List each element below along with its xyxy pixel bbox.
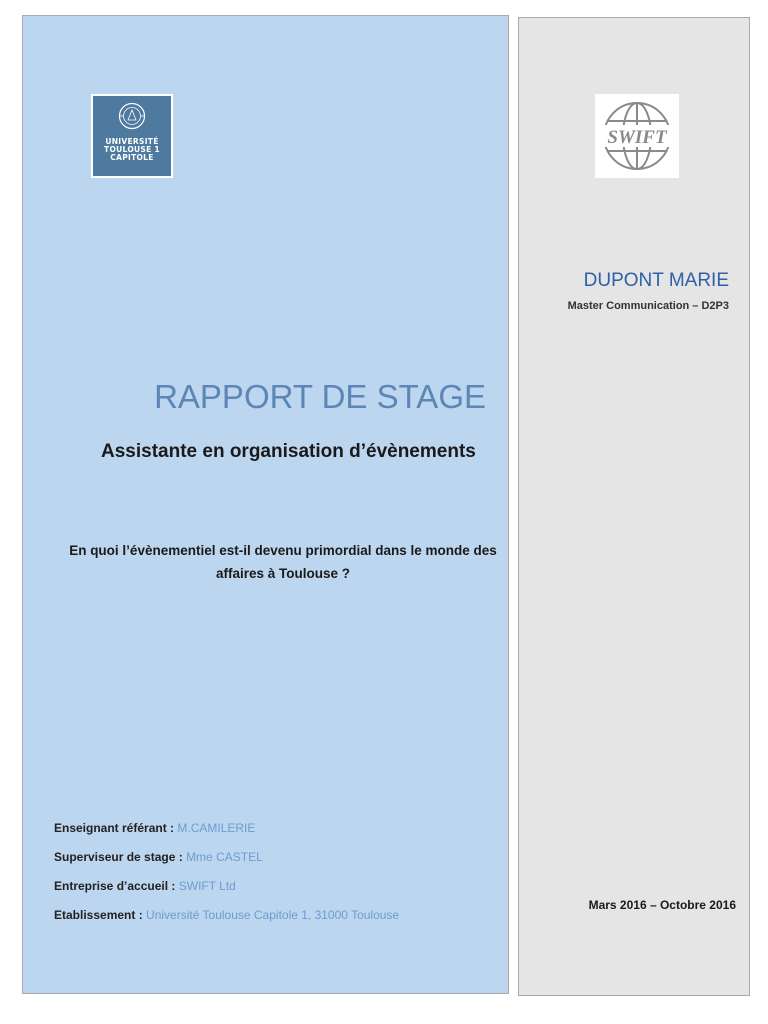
internship-period: Mars 2016 – Octobre 2016 <box>588 898 736 912</box>
university-logo <box>91 94 173 178</box>
info-value: Mme CASTEL <box>186 850 263 864</box>
info-row-institution <box>54 901 399 930</box>
university-logo-box <box>93 96 171 176</box>
info-row-supervisor <box>54 843 399 872</box>
author-name: DUPONT MARIE <box>583 270 729 291</box>
info-row-teacher <box>54 814 399 843</box>
info-label: Superviseur de stage : <box>54 850 183 864</box>
info-label: Enseignant référant : <box>54 821 175 835</box>
university-logo-line: CAPITOLE <box>110 153 154 162</box>
info-value: Université Toulouse Capitole 1, 31000 Toulouse <box>146 908 400 922</box>
university-seal-icon <box>118 102 146 130</box>
cover-right-panel <box>518 17 750 996</box>
globe-icon <box>595 94 679 178</box>
cover-left-panel <box>22 15 509 994</box>
author-program: Master Communication – D2P3 <box>567 300 729 312</box>
info-row-company <box>54 872 399 901</box>
university-logo-line: TOULOUSE 1 <box>104 145 160 154</box>
company-logo-text: SWIFT <box>607 127 667 148</box>
university-logo-text <box>104 138 160 162</box>
internship-info <box>54 814 399 930</box>
info-label: Etablissement : <box>54 908 143 922</box>
report-subtitle: Assistante en organisation d’évènements <box>101 441 476 462</box>
info-value: M.CAMILERIE <box>177 821 256 835</box>
university-logo-line: UNIVERSITÉ <box>105 137 159 146</box>
info-value: SWIFT Ltd <box>178 879 236 893</box>
research-question: En quoi l’évènementiel est-il devenu primordial dans le monde des affaires à Toulouse ? <box>69 543 497 581</box>
report-title: RAPPORT DE STAGE <box>154 378 486 415</box>
info-label: Entreprise d’accueil : <box>54 879 176 893</box>
company-logo <box>595 94 679 178</box>
